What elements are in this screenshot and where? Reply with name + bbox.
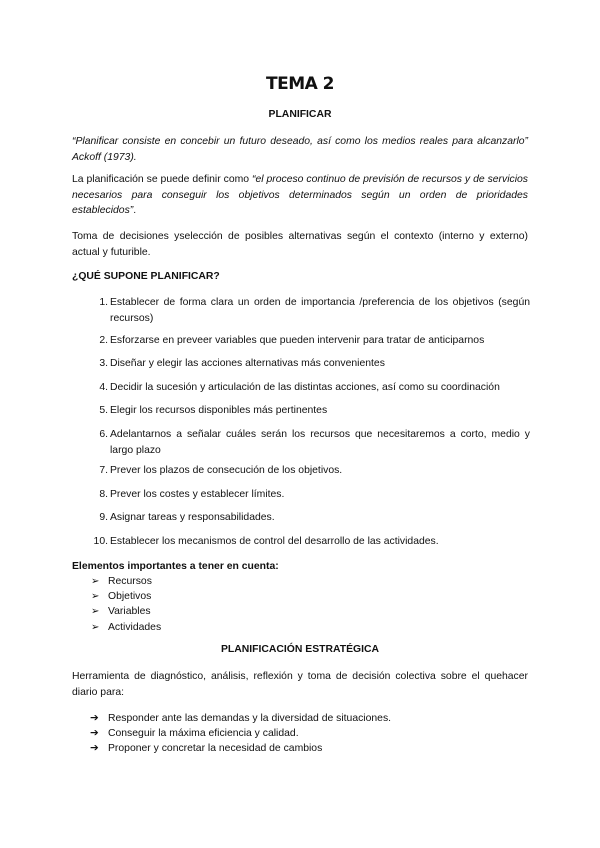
list-item-number: 10. (93, 536, 108, 547)
list-item-text: Recursos (108, 576, 152, 587)
estrategica-description: Herramienta de diagnóstico, análisis, reflexión y toma de decisión colectiva sobre el quehacer diario para: (72, 671, 528, 698)
list-item-text: Proponer y concretar la necesidad de cambios (108, 743, 323, 754)
list-item-number: 5. (99, 405, 108, 416)
definition-prefix: La planificación se puede definir como (72, 174, 252, 185)
section-heading-planificar: PLANIFICAR (268, 109, 332, 120)
list-item-number: 9. (99, 512, 108, 523)
list-item-text: Actividades (108, 622, 162, 633)
list-item-number: 6. (99, 429, 108, 440)
list-item-text: Esforzarse en preveer variables que pueden intervenir para tratar de anticiparnos (110, 335, 485, 346)
definition-suffix: . (133, 205, 137, 216)
ackoff-quote: “Planificar consiste en concebir un futuro deseado, así como los medios reales para alcanzarlo” Ackoff (1973). (72, 136, 528, 163)
list-item-number: 4. (99, 382, 108, 393)
list-item-text: Establecer los mecanismos de control del desarrollo de las actividades. (110, 536, 439, 547)
bullet-arrowhead-icon: ➢ (91, 576, 100, 587)
list-item-number: 3. (99, 358, 108, 369)
decision-paragraph: Toma de decisiones yselección de posibles alternativas según el contexto (interno y externo) actual y futurible. (72, 231, 528, 258)
list-item-number: 1. (99, 297, 108, 308)
list-item-text: Diseñar y elegir las acciones alternativas más convenientes (110, 358, 385, 369)
bullet-arrow-icon: ➔ (90, 713, 99, 724)
list-item-number: 2. (99, 335, 108, 346)
bullet-arrow-icon: ➔ (90, 728, 99, 739)
list-item-number: 7. (99, 465, 108, 476)
supone-heading: ¿QUÉ SUPONE PLANIFICAR? (72, 271, 220, 282)
list-item-text: Prever los plazos de consecución de los objetivos. (110, 465, 343, 476)
list-item-text: Adelantarnos a señalar cuáles serán los recursos que necesitaremos a corto, medio y largo plazo (110, 429, 530, 456)
list-item-text: Responder ante las demandas y la diversidad de situaciones. (108, 713, 392, 724)
list-item-text: Objetivos (108, 591, 152, 602)
bullet-arrowhead-icon: ➢ (91, 622, 100, 633)
bullet-arrowhead-icon: ➢ (91, 606, 100, 617)
definition-quote: “el proceso continuo de previsión de recursos y de servicios necesarios para conseguir los objetivos determinados según un orden de prioridades establecidos” (72, 174, 528, 216)
bullet-arrowhead-icon: ➢ (91, 591, 100, 602)
list-item-text: Decidir la sucesión y articulación de las distintas acciones, así como su coordinación (110, 382, 500, 393)
list-item-number: 8. (99, 489, 108, 500)
estrategica-heading: PLANIFICACIÓN ESTRATÉGICA (221, 644, 379, 655)
list-item-text: Variables (108, 606, 151, 617)
list-item-text: Elegir los recursos disponibles más pertinentes (110, 405, 328, 416)
elementos-heading: Elementos importantes a tener en cuenta: (72, 561, 279, 572)
list-item-text: Establecer de forma clara un orden de importancia /preferencia de los objetivos (según recursos) (110, 297, 530, 324)
definition-paragraph (72, 172, 528, 219)
list-item-text: Conseguir la máxima eficiencia y calidad. (108, 728, 299, 739)
bullet-arrow-icon: ➔ (90, 743, 99, 754)
list-item-text: Asignar tareas y responsabilidades. (110, 512, 275, 523)
list-item-text: Prever los costes y establecer límites. (110, 489, 285, 500)
page-title: TEMA 2 (265, 74, 335, 94)
